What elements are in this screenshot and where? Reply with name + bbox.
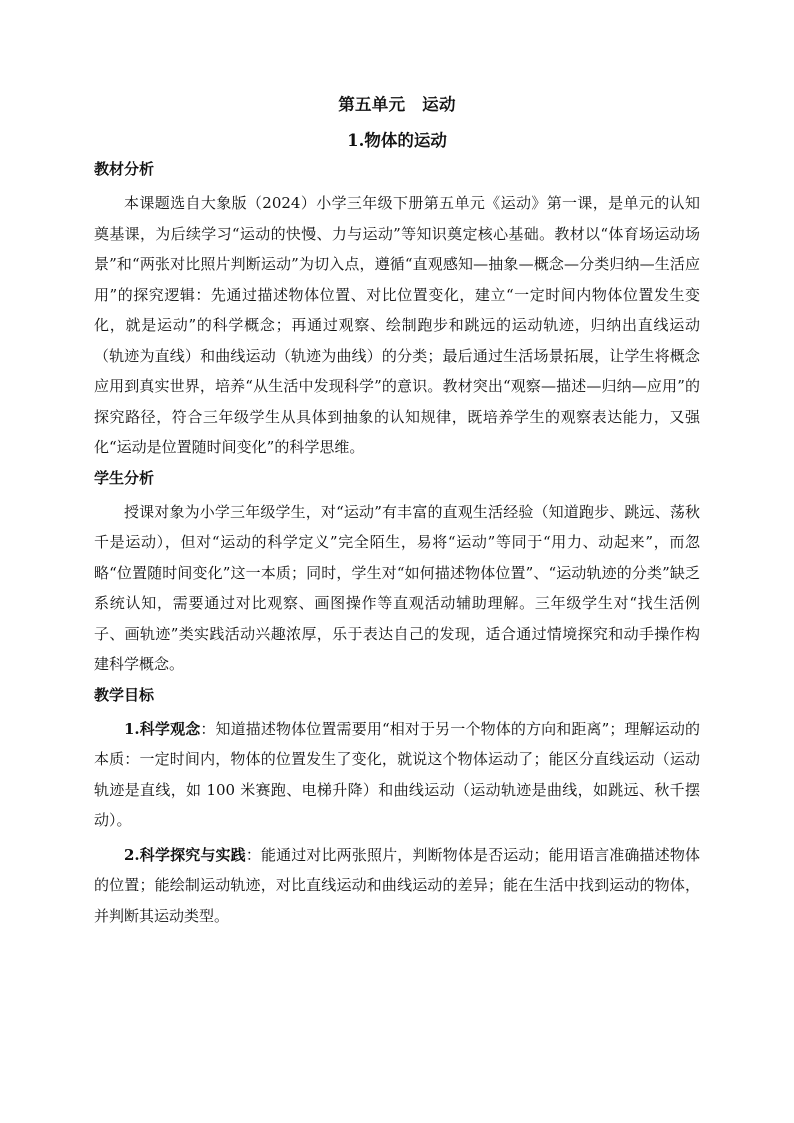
student-analysis-heading: 学生分析: [94, 468, 155, 487]
lesson-title: 1.物体的运动: [347, 131, 447, 150]
student-analysis-paragraph: 授课对象为小学三年级学生，对“运动”有丰富的直观生活经验（知道跑步、跳远、荡秋千是运动），但对“运动的科学定义”完全陌生，易将“运动”等同于“用力、动起来”，而忽略“位置随时间变化”这一本质；同时，学生对“如何描述物体位置”、“运动轨迹的分类”缺乏系统认知，需要通过对比观察、画图操作等直观活动辅助理解。三年级学生对“找生活例子、画轨迹”类实践活动兴趣浓厚，乐于表达自己的发现，适合通过情境探究和动手操作构建科学概念。: [94, 502, 700, 673]
teaching-goal-2-label: 2.科学探究与实践: [124, 845, 246, 864]
document-page: [94, 94, 700, 935]
textbook-analysis-heading: 教材分析: [94, 160, 155, 178]
teaching-goal-2: [94, 840, 700, 932]
teaching-goal-1-text: ：知道描述物体位置需要用“相对于另一个物体的方向和距离”；理解运动的本质：一定时间内，物体的位置发生了变化，就说这个物体运动了；能区分直线运动（运动轨迹是直线，如 100 米赛跑、电梯升降）和曲线运动（运动轨迹是曲线，如跳远、秋千摆动）。: [94, 719, 700, 829]
textbook-analysis-paragraph: 本课题选自大象版（2024）小学三年级下册第五单元《运动》第一课，是单元的认知奠基课，为后续学习“运动的快慢、力与运动”等知识奠定核心基础。教材以“体育场运动场景”和“两张对比照片判断运动”为切入点，遵循“直观感知—抽象—概念—分类归纳—生活应用”的探究逻辑：先通过描述物体位置、对比位置变化，建立“一定时间内物体位置发生变化，就是运动”的科学概念；再通过观察、绘制跑步和跳远的运动轨迹，归纳出直线运动（轨迹为直线）和曲线运动（轨迹为曲线）的分类；最后通过生活场景拓展，让学生将概念应用到真实世界，培养“从生活中发现科学”的意识。教材突出“观察—描述—归纳—应用”的探究路径，符合三年级学生从具体到抽象的认知规律，既培养学生的观察表达能力，又强化“运动是位置随时间变化”的科学思维。: [94, 194, 700, 456]
teaching-goal-2-text: ：能通过对比两张照片，判断物体是否运动；能用语言准确描述物体的位置；能绘制运动轨迹，对比直线运动和曲线运动的差异；能在生活中找到运动的物体，并判断其运动类型。: [94, 845, 700, 925]
teaching-goal-1-label: 1.科学观念: [124, 719, 201, 738]
unit-title: 第五单元 运动: [338, 95, 456, 114]
teaching-goals-heading: 教学目标: [94, 685, 155, 704]
teaching-goal-1: [94, 714, 700, 836]
